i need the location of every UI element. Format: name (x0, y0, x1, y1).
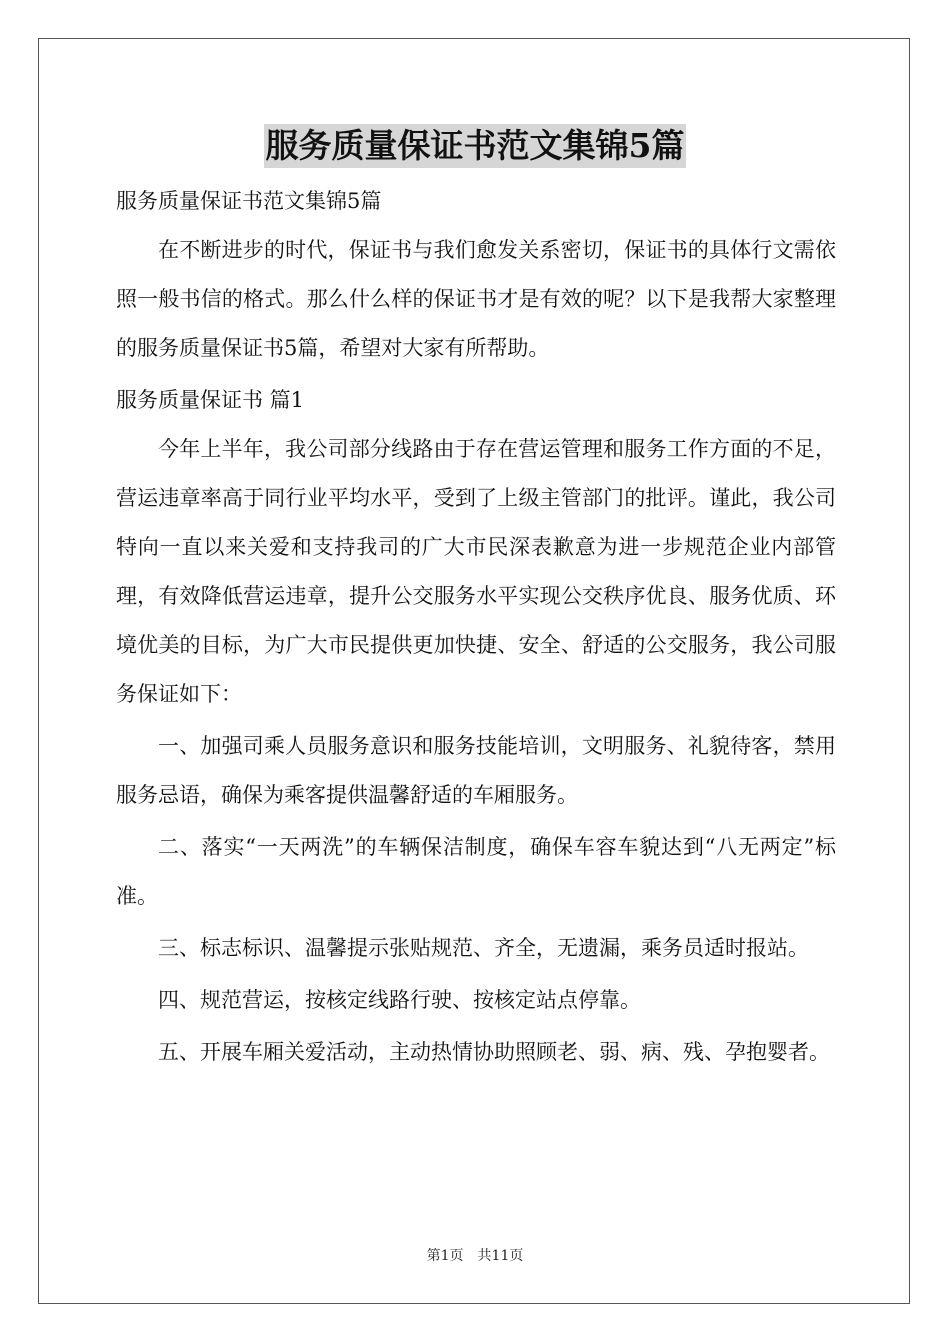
list-item: 三、标志标识、温馨提示张贴规范、齐全，无遗漏，乘务员适时报站。 (158, 936, 809, 960)
title-area (0, 124, 950, 168)
body-paragraph: 今年上半年，我公司部分线路由于存在营运管理和服务工作方面的不足，营运违章率高于同行业平均水平，受到了上级主管部门的批评。谨此，我公司特向一直以来关爱和支持我司的广大市民深表歉意为进一步规范企业内部管理，有效降低营运违章，提升公交服务水平实现公交秩序优良、服务优质、环境优美的目标，为广大市民提供更加快捷、安全、舒适的公交服务，我公司服务保证如下： (116, 437, 836, 706)
document-title: 服务质量保证书范文集锦5篇 (264, 124, 687, 168)
list-item: 二、落实“一天两洗”的车辆保洁制度，确保车容车貌达到“八无两定”标准。 (116, 835, 836, 908)
list-item: 一、加强司乘人员服务意识和服务技能培训，文明服务、礼貌待客，禁用服务忌语，确保为乘客提供温馨舒适的车厢服务。 (116, 734, 836, 807)
page-footer (0, 1247, 950, 1265)
list-item: 五、开展车厢关爱活动，主动热情协助照顾老、弱、病、残、孕抱婴者。 (158, 1040, 830, 1064)
intro-paragraph: 在不断进步的时代，保证书与我们愈发关系密切，保证书的具体行文需依照一般书信的格式。那么什么样的保证书才是有效的呢？以下是我帮大家整理的服务质量保证书5篇，希望对大家有所帮助。 (116, 238, 836, 360)
document-body (116, 177, 836, 1077)
section-heading: 服务质量保证书 篇1 (116, 388, 305, 412)
list-item: 四、规范营运，按核定线路行驶、按核定站点停靠。 (158, 988, 641, 1012)
page-number: 第1页 共11页 (426, 1248, 524, 1264)
subtitle-line: 服务质量保证书范文集锦5篇 (116, 189, 382, 213)
